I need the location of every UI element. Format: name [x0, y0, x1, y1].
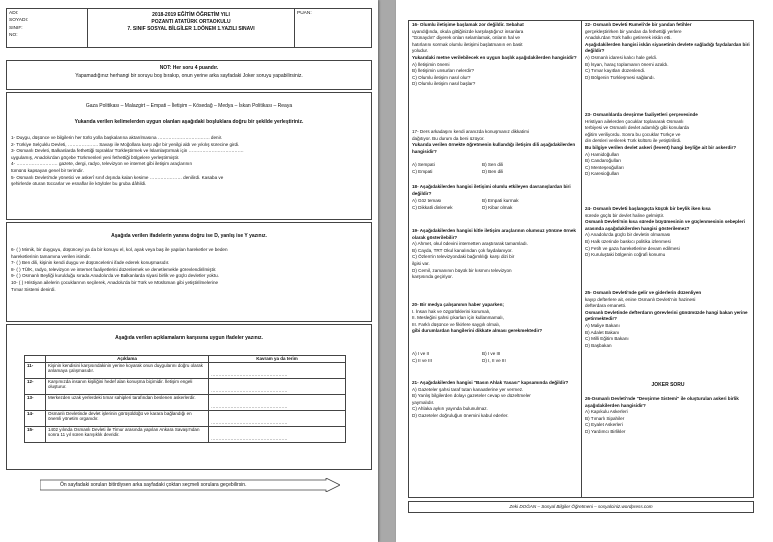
- question-text: 22- Osmanlı Devleti Rumeli'de bir yandan fetihler: [585, 22, 692, 27]
- row-number: 15-: [25, 426, 46, 442]
- question-text: 20- Bir medya çalışanının haber yaparken;: [412, 302, 504, 307]
- tf-item: hareketlerinin tamamına verilen isimdir.: [11, 253, 91, 259]
- question-text: II. Mesleğini şahsi çıkarları için kullanmamalı,: [412, 315, 504, 321]
- question-text: Hristiyan ailelerden çocuklar toplanarak Osmanlı: [585, 118, 684, 124]
- question-text: defterdara emanetti.: [585, 303, 627, 309]
- word-bank: Gaza Politikası – Malazgirt – Empati – İletişim – Kösedağ – Medya – İskan Politikası – Reaya: [85, 103, 293, 109]
- row-number: 12-: [25, 378, 46, 394]
- tf-item: 10- ( ) Hristiyan ailelerin çocuklarının seçilerek, Anadolu'da bir Türk ve Müslüman gibi yetiştirilmelerine: [11, 279, 219, 285]
- option-d-cont: karşısında geçiriyor.: [412, 274, 453, 280]
- row-description: 1402 yılında Osmanlı Devleti ile Timur arasında yapılan Ankara Savaşı'ndan sonra 11 yıl süren karışıklık devridir.: [46, 426, 209, 442]
- question-prompt: Osmanlı Devletinde defterdarın görevlerini günümüzde hangi bakan yerine getirmektedir?: [585, 309, 748, 322]
- option-b[interactable]: B) İletişimin unsurları nelerdir?: [412, 68, 475, 74]
- question-text: "Günaydın" diyerek onları selamlamak, onların hal ve: [412, 35, 520, 41]
- question-prompt: 21- Aşağıdakilerden hangisi "Basın Ahlak Yasası" kapsamında değildir?: [412, 380, 569, 385]
- question-text: eğitim veriliyordu. Sonra bu çocuklar Türkçe ve: [585, 131, 681, 137]
- label-surname: SOYADI:: [9, 18, 29, 24]
- question-prompt: Aşağıdakilerden hangisi iskân siyasetinin devlete sağladığı faydalardan biri değildir?: [585, 41, 750, 54]
- option-b[interactable]: B) Sen dili: [482, 162, 503, 167]
- question-text: 25- Osmanlı Devleti'nde gelir ve giderlerin düzenliyen: [585, 290, 702, 295]
- option-a[interactable]: A) Sempati: [412, 162, 435, 167]
- question-19: [412, 228, 578, 281]
- question-prompt: 18- Aşağıdakilerden hangisi iletişimi olumlu etkileyen davranışlardan biri değildir?: [412, 184, 571, 196]
- option-c[interactable]: C) Empati: [412, 169, 433, 174]
- question-text: 24- Osmanlı Devleti başlangıçta küçük bir beylik iken kısa: [585, 206, 711, 211]
- tf-item: 6- ( ) Mimik, bir duyguyu, düşünceyi ya da bir konuyu el, kol, ayak veya baş ile yapılan hareketler ve beden: [11, 247, 228, 252]
- row-number: 14-: [25, 410, 46, 426]
- option-a[interactable]: A) Hamidoğulları: [585, 151, 620, 157]
- label-score: PUAN:: [297, 11, 312, 16]
- fill-item: 5- Osmanlı Devleti'nde yönetici ve askerî sınıf dışında kalan kesime ………………… denilirdi. Kasaba ve: [11, 174, 224, 180]
- option-a[interactable]: A) Maliye Bakanı: [585, 322, 620, 328]
- option-d[interactable]: D) Gazeteler doğruluğun önemini kabul ederler.: [412, 412, 509, 418]
- question-prompt: 19- Aşağıdakilerden hangisi kitle iletişim araçlarının olumsuz yönüne örnek olarak gösterilebilir?: [412, 228, 576, 240]
- table-row: [25, 378, 346, 394]
- column-divider: [581, 20, 582, 498]
- option-d[interactable]: D) Cemil, zamanının büyük bir kısmını televizyon: [412, 267, 512, 273]
- question-prompt: Osmanlı Devleti'nin kısa sürede büyümesinin ve güçlenmesinin sebepleri arasında aşağıdakilerden hangisi gösterilemez?: [585, 219, 745, 231]
- question-text: kayıp defterlere ait, enine Osmanlı Devleti'nin hazinesi: [585, 296, 696, 302]
- option-d[interactable]: D) Olumlu iletişim nasıl başlar?: [412, 81, 476, 87]
- row-description: Osmanlı Devletinde devlet işlerinin görüşüldüğü ve karara bağlandığı en önemli yönetim organıdır.: [46, 410, 209, 426]
- option-b[interactable]: B) Cayda, TRT Okul kanalından çok faydalanıyor.: [412, 247, 513, 253]
- label-number: NO:: [9, 33, 18, 39]
- answer-blank[interactable]: ……………………………………………: [209, 362, 346, 378]
- match-section-title: Aşağıda verilen açıklamaların karşısına uygun ifadeler yazınız.: [115, 335, 263, 341]
- fill-item: şehirlerde oturan tüccarlar ve esnaflar ile köylüler bu gruba dâhildi.: [11, 181, 147, 187]
- col-header-description: Açıklama: [46, 356, 209, 363]
- option-b-cont: yaymalıdır.: [412, 399, 435, 405]
- question-20: [412, 302, 578, 335]
- joker-title: JOKER SORU: [651, 382, 685, 388]
- option-a[interactable]: A) Osmanlı idaresi kalıcı hale geldi.: [585, 54, 657, 60]
- question-prompt: Bu bilgiye verilen devlet askeri (levent) hangi beyliğe ait bir askerdir?: [585, 144, 737, 150]
- option-d[interactable]: D) Bölgenin Türkleşmesi sağlandı.: [585, 74, 655, 80]
- answer-blank[interactable]: ……………………………………………: [209, 410, 346, 426]
- row-description: Karşımızda insanın kişiliğini hedef alan konuşma biçimidir. İletişim engeli oluşturur.: [46, 378, 209, 394]
- tf-item: 8- ( ) TÜİK, radyo, televizyon ve internet faaliyetlerini düzenlemek ve denetlemekle görevlendirilmiştir.: [11, 266, 217, 272]
- label-class: SINIF:: [9, 25, 23, 31]
- tf-item: 7- ( ) Ben dili, kişinin kendi duygu ve düşüncelerini ifade ederek konuşmasıdır.: [11, 260, 170, 266]
- footer-box: [408, 501, 754, 513]
- question-text: din dersleri verilerek Türk kültürü ile yetiştirilirdi.: [585, 138, 682, 144]
- bottom-note: Ön sayfadaki soruları bitirdiysen arka sayfadaki çoktan seçmeli sorulara geçebilirsin.: [60, 482, 247, 488]
- option-a[interactable]: A) Ahmet, okul ödevini internetten araştırarak tamamladı.: [412, 241, 528, 247]
- tf-item: Tımar Sistemi denirdi.: [11, 286, 56, 292]
- title-school-year: 2018-2019 EĞİTİM ÖĞRETİM YILI: [152, 12, 230, 18]
- option-c-cont: ilgisi var.: [412, 260, 430, 266]
- label-name: ADI:: [9, 11, 19, 16]
- table-row: [25, 394, 346, 410]
- question-22: [585, 22, 751, 81]
- question-text: hatırlarını sormak olumlu iletişimi başlatmanın en basit: [412, 41, 523, 47]
- question-text: terbiyesi ve Osmanlı devlet adamlığı gibi konularda: [585, 125, 689, 131]
- exam-header: [6, 8, 372, 48]
- option-d[interactable]: D) Yardımcı Birlikler: [585, 428, 626, 434]
- table-row: [25, 410, 346, 426]
- table-row: [25, 426, 346, 442]
- option-a[interactable]: A) Gazeteler şahsi taraf tutan kanaatlerine yer vermez.: [412, 386, 524, 392]
- option-a[interactable]: A) Göz teması: [412, 198, 442, 203]
- answer-blank[interactable]: ……………………………………………: [209, 394, 346, 410]
- question-25: [585, 290, 751, 349]
- question-16: [412, 22, 578, 88]
- option-b[interactable]: B) Yanlış bilgilerden dolayı gazeteler cevap ve düzeltmeler: [412, 393, 531, 399]
- option-b[interactable]: B) İsyan, haraç toplamanın önemi azaldı.: [585, 61, 669, 67]
- question-text: gerçekleştirirken bir yandan da fethettiği yerlere: [585, 28, 682, 34]
- option-c[interactable]: C) Eyalet Askerleri: [585, 422, 623, 428]
- answer-blank[interactable]: ……………………………………………: [209, 426, 346, 442]
- question-prompt: Yukarıda verilen örnekte öğretmenin kullandığı iletişim dili aşağıdakilerden hangisidir?: [412, 142, 576, 154]
- option-b[interactable]: B) Halk üzerinde baskıcı politika izlenmesi: [585, 238, 671, 244]
- option-c[interactable]: C) Milli Eğitim Bakanı: [585, 336, 629, 342]
- option-a[interactable]: A) I ve II: [412, 351, 430, 356]
- fill-items: [11, 135, 244, 188]
- option-a[interactable]: A) Anadolu'da güçlü bir devletin olmaması: [585, 232, 671, 238]
- question-21: [412, 380, 578, 420]
- question-17: [412, 129, 578, 155]
- tf-section-title: Aşağıda verilen ifadelerin yanına doğru ise D, yanlış ise Y yazınız.: [111, 233, 267, 239]
- option-a[interactable]: A) Kapıkulu Askerleri: [585, 409, 628, 415]
- title-school: POZANTI ATATÜRK ORTAOKULU: [151, 19, 231, 25]
- question-text: yoludur.: [412, 48, 429, 54]
- tf-item: 9- ( ) Osmanlı Beyliği kurulduğu sırada Anadolu'da ve Balkanlarda siyasi birlik ve güçlü devletler yoktu.: [11, 273, 219, 279]
- table-row: [25, 362, 346, 378]
- option-a[interactable]: A) İletişimin önemi: [412, 61, 450, 67]
- question-23: [585, 112, 751, 178]
- option-d[interactable]: D) Başbakan: [585, 342, 612, 348]
- question-text: I. İnsan hak ve özgürlüklerini korumalı,: [412, 308, 491, 314]
- note-line-1: NOT: Her soru 4 puandır.: [159, 65, 219, 71]
- fill-blank-section: [6, 92, 372, 220]
- option-c[interactable]: C) Menteşeoğulları: [585, 164, 624, 170]
- option-c[interactable]: C) II ve III: [412, 358, 432, 363]
- true-false-section: [6, 222, 372, 322]
- option-b[interactable]: B) Tımarlı Sipahiler: [585, 415, 625, 421]
- option-d[interactable]: D) Kibar olmak: [482, 205, 513, 210]
- fill-section-title: Yukarıda verilen kelimelerden uygun olanları aşağıdaki boşluklara doğru bir şekilde yerleştiriniz.: [74, 119, 304, 125]
- option-d[interactable]: D) Karesioğulları: [585, 171, 620, 177]
- option-b[interactable]: B) Candaroğulları: [585, 158, 622, 164]
- option-c[interactable]: C) Olumlu iletişim nasıl olur?: [412, 74, 471, 80]
- note-box: [6, 60, 372, 90]
- option-d[interactable]: D) Ben dili: [482, 169, 504, 174]
- option-c[interactable]: C) Fetih ve gaza hareketlerine devam edilmesi: [585, 245, 680, 251]
- fill-item: 1- Duygu, düşünce ve bilgilerin her türlü yolla başkalarına aktarılmasına ……………………………. denir.: [11, 135, 223, 140]
- option-b[interactable]: B) Adalet Bakanı: [585, 329, 620, 335]
- fill-item: uygulamış, Anadolu'dan göçebe Türkmenleri yeni fethettiği bölgelere yerleştirmiştir.: [11, 154, 180, 160]
- option-c[interactable]: C) Tımar kayıtları düzenlendi.: [585, 68, 646, 74]
- option-c[interactable]: C) Özlem'in televizyondaki bağımlılığı karşı dizi bir: [412, 254, 515, 260]
- question-text: dağıtıyor. Bu durum da beni üzüyor.: [412, 135, 485, 141]
- option-d[interactable]: D) Kuruluştaki bölgenin coğrafi konumu: [585, 252, 666, 258]
- next-page-arrow: [40, 478, 340, 492]
- fill-item: 4- ……………………… gazete, dergi, radyo, televizyon ve internet gibi iletişim araçlarının: [11, 161, 193, 167]
- question-text: uyandığında, okula gittiğinizde karşılaştığınız insanlara: [412, 28, 524, 34]
- fill-item: 2- Türkiye Selçuklu Devleti, ……………….. Savaşı ile Moğollara karşı ağır bir yenilgi aldı ve yıkılış sürecine girdi.: [11, 141, 240, 147]
- question-24: [585, 206, 751, 259]
- question-18: [412, 184, 578, 197]
- question-text: III. Farklı düşünce ve fikirlere saygılı olmalı,: [412, 321, 501, 327]
- fill-item: tümünü kapsayan genel bir terimdir.: [11, 167, 84, 173]
- footer-credit: Zeki DOĞAN – Sosyal Bilgiler Öğretmeni – sosyalciniz.wordpress.com: [509, 504, 653, 509]
- row-number: 13-: [25, 394, 46, 410]
- col-header-term: Kavram ya da terim: [209, 356, 346, 363]
- option-b[interactable]: B) Empati kurmak: [482, 198, 519, 203]
- option-c[interactable]: C) Dikkatli dinlemek: [412, 205, 453, 210]
- option-d[interactable]: D) I, II ve III: [482, 358, 506, 363]
- row-number: 11-: [25, 362, 46, 378]
- exam-page-front: [0, 0, 378, 542]
- matching-table: [24, 355, 346, 443]
- note-line-2: Yapamadığınız herhangi bir soruyu boş bırakıp, onun yerine arka sayfadaki Joker soruyu yapabilirsiniz.: [75, 73, 303, 79]
- question-text: 16- Olumlu iletişime başlamak zor değildir. Sebahat: [412, 22, 524, 27]
- exam-page-back: [396, 0, 773, 542]
- row-description: Merkezden uzak yerlerdeki tımar sahipleri tarafından beslenen askerlerdir.: [46, 394, 209, 410]
- title-exam: 7. SINIF SOSYAL BİLGİLER 1.DÖNEM 1.YAZILI SINAVI: [127, 26, 255, 32]
- question-text: sürede güçlü bir devlet haline gelmiştir.: [585, 212, 665, 218]
- question-prompt: gibi durumlardan hangilerini dikkate alması gerekmektedir?: [412, 328, 543, 334]
- question-text: 23- Osmanlılarda devşirme faaliyetleri çerçevesinde: [585, 112, 698, 117]
- fill-item: 3- Osmanlı Devleti, Balkanlarda fethettiği topraklar Türkleştirmek ve İslamlaştırmak için ………………………………: [11, 148, 244, 154]
- row-description: Kişinin kendisini karşısındakinin yerine koyarak onun duygularını doğru olarak anlamaya çalışmasıdır.: [46, 362, 209, 378]
- answer-blank[interactable]: ……………………………………………: [209, 378, 346, 394]
- question-text: 17- Ders arkadaşını kendi aranızda konuşmanız dikkatimi: [412, 129, 529, 134]
- tf-items: [11, 247, 228, 293]
- option-b[interactable]: B) I ve III: [482, 351, 501, 356]
- question-prompt: 26-Osmanlı Devleti'nde "Devşirme Sistemi" ile oluşturulan askeri birlik aşağıdakilerden hangisidir?: [585, 396, 739, 408]
- question-text: Anadolu'dan Türk halkı getirerek iskân etti.: [585, 35, 672, 41]
- option-c[interactable]: C) Ahlaka aykırı yayında bulunulmaz.: [412, 406, 488, 412]
- question-prompt: Yukarıdaki metne verilebilecek en uygun başlık aşağıdakilerden hangisidir?: [412, 54, 577, 60]
- joker-question: [585, 396, 751, 436]
